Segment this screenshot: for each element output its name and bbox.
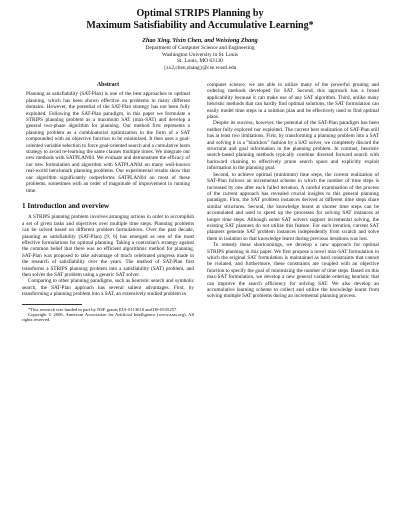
body-paragraph: Despite its success, however, the potential of the SAT-Plan paradigm has been neither fully explored nor exploited. The current best realization of SAT-Plan still has at least two limitations. First, by transforming a planning problem into a SAT and solving it in a "blackbox" fashion by a SAT solver, we completely discard the structural and goal information in the planning problem. In contrast, heuristic search-based planning methods typically combine directed forward search with backward chaining to effectively prune search space and explicitly exploit information in the planning goal. bbox=[207, 120, 379, 172]
footnote-rule bbox=[22, 304, 82, 305]
section-heading: 1 Introduction and overview bbox=[22, 201, 110, 210]
abstract-text: Planning as satisfiability (SAT-Plan) is one of the best approaches to optimal planning, which has been shown effective on problems in many different domains. However, the potential of the SAT-Plan strategy has not been fully exploited. Following the SAT-Plan paradigm, in this paper we formulate a STRIPS planning problem as a maximum SAT (max-SAT) and develop a general two-phase algorithm for planning. Our method first represents a planning problem as a combinatorial optimization in the form of a SAT compounded with an objective function to be minimized. It then uses a goal-oriented variable selection to force goal-oriented search and a cumulative learn strategy to avoid re-learning the same clauses multiple times. We integrate our new methods with SATPLAN04. We evaluate and demonstrate the efficacy of our new formulation and algorithm with SATPLAN04 on many well-known real-world benchmark planning problems. Our experimental results show that our algorithm significantly outperforms SATPLAN04 on most of these problems, sometimes with an order of magnitude of improvement in running time. bbox=[26, 91, 190, 194]
author-list: Zhao Xing, Yixin Chen, and Weixiong Zhang bbox=[142, 37, 258, 44]
title-line-1: Optimal STRIPS Planning by bbox=[136, 8, 264, 19]
title-line-2: Maximum Satisfiability and Accumulative Learning* bbox=[86, 20, 314, 31]
affil-email: {zx2,chen,zhang}@cse.wustl.edu bbox=[163, 64, 237, 71]
affil-line: Department of Computer Science and Engineering bbox=[145, 45, 255, 51]
body-paragraph: To remedy these shortcomings, we develop a new approach for optimal STRIPS planning in this paper. We first propose a novel max-SAT formulation in which the original SAT formulation is maintained as hard constraints that cannot be violated, and furthermore, these constraints are coupled with an objective function to specify the goal of minimizing the number of time steps. Based on this max-SAT formulation, we develop a new general variable ordering heuristic that can improve the search efficiency for solving SAT. We also develop an accumulative learning scheme to collect and utilize the knowledge learnt from solving multiple SAT problems during an incremental planning process. bbox=[207, 242, 379, 300]
abstract-heading: Abstract bbox=[96, 82, 120, 88]
affil-line: Washington University in St. Louis bbox=[161, 51, 239, 58]
footnotes bbox=[22, 307, 194, 323]
paper-header bbox=[20, 8, 380, 71]
footnote-copyright: Copyright © 2006, American Association for Artificial Intelligence (www.aaai.org). All rights reserved. bbox=[22, 312, 194, 323]
affiliation bbox=[20, 45, 380, 71]
footnote-funding: *This research was funded in part by NSF grants EIA-0113618 and IIS-0535257. bbox=[28, 306, 178, 312]
body-paragraph: A STRIPS planning problem involves arranging actions in order to accomplish a set of given tasks and objectives over multiple time steps. Planning problems can be solved based on different problem formulations. Over the past decade, planning as satisfiability (SAT-Plan) [9; 6] has emerged as one of the most effective formulations for optimal planning. Taking a contrarian's strategy against the common belief that there was no efficient algorithmic method for planning, SAT-Plan was proposed to take advantage of much celebrated progress made in the research of satisfiability over the years. The method of SAT-Plan first transforms a STRIPS planning problem into a satisfiability (SAT) problem, and then solves the SAT problem using a generic SAT solver. bbox=[22, 214, 194, 278]
body-paragraph: computer science, we are able to utilize many of the powerful pruning and ordering methods developed for SAT. Second, this approach has a broad applicability because it can make use of any SAT algorithm. Third, unlike many heuristic methods that can hardly find optimal solutions, the SAT formulation can easily model time steps in a solution plan and be effectively used to find optimal plans. bbox=[207, 82, 379, 121]
body-paragraph: Second, to achieve optimal (minimum) time steps, the current realization of SAT-Plan follows an incremental scheme in which the number of time steps is increased by one after each failed iteration. A careful examination of the process of the current approach has revealed crucial insights to this general planning paradigm. First, the SAT problem instances derived at different time steps share similar structures. Second, the knowledge learnt at shorter time steps can be accumulated and used to speed up the processes for solving SAT instances at longer time steps. Although some SAT solvers support incremental solving, the existing SAT planners do not utilize this feature. For each iteration, current SAT planners generate SAT problem instances independently from scratch and solve them in isolation so that knowledge learnt during previous iterations was lost. bbox=[207, 171, 379, 242]
paper-title bbox=[20, 8, 380, 32]
body-paragraph: Comparing to other planning paradigms, such as heuristic search and symbolic search, the SAT-Plan approach has several salient advantages. First, by transforming a planning problem into a SAT, an extensively studied problem in bbox=[22, 278, 194, 298]
affil-line: St. Louis, MO 63130 bbox=[177, 58, 223, 65]
left-column bbox=[22, 82, 194, 323]
right-column bbox=[207, 82, 379, 300]
